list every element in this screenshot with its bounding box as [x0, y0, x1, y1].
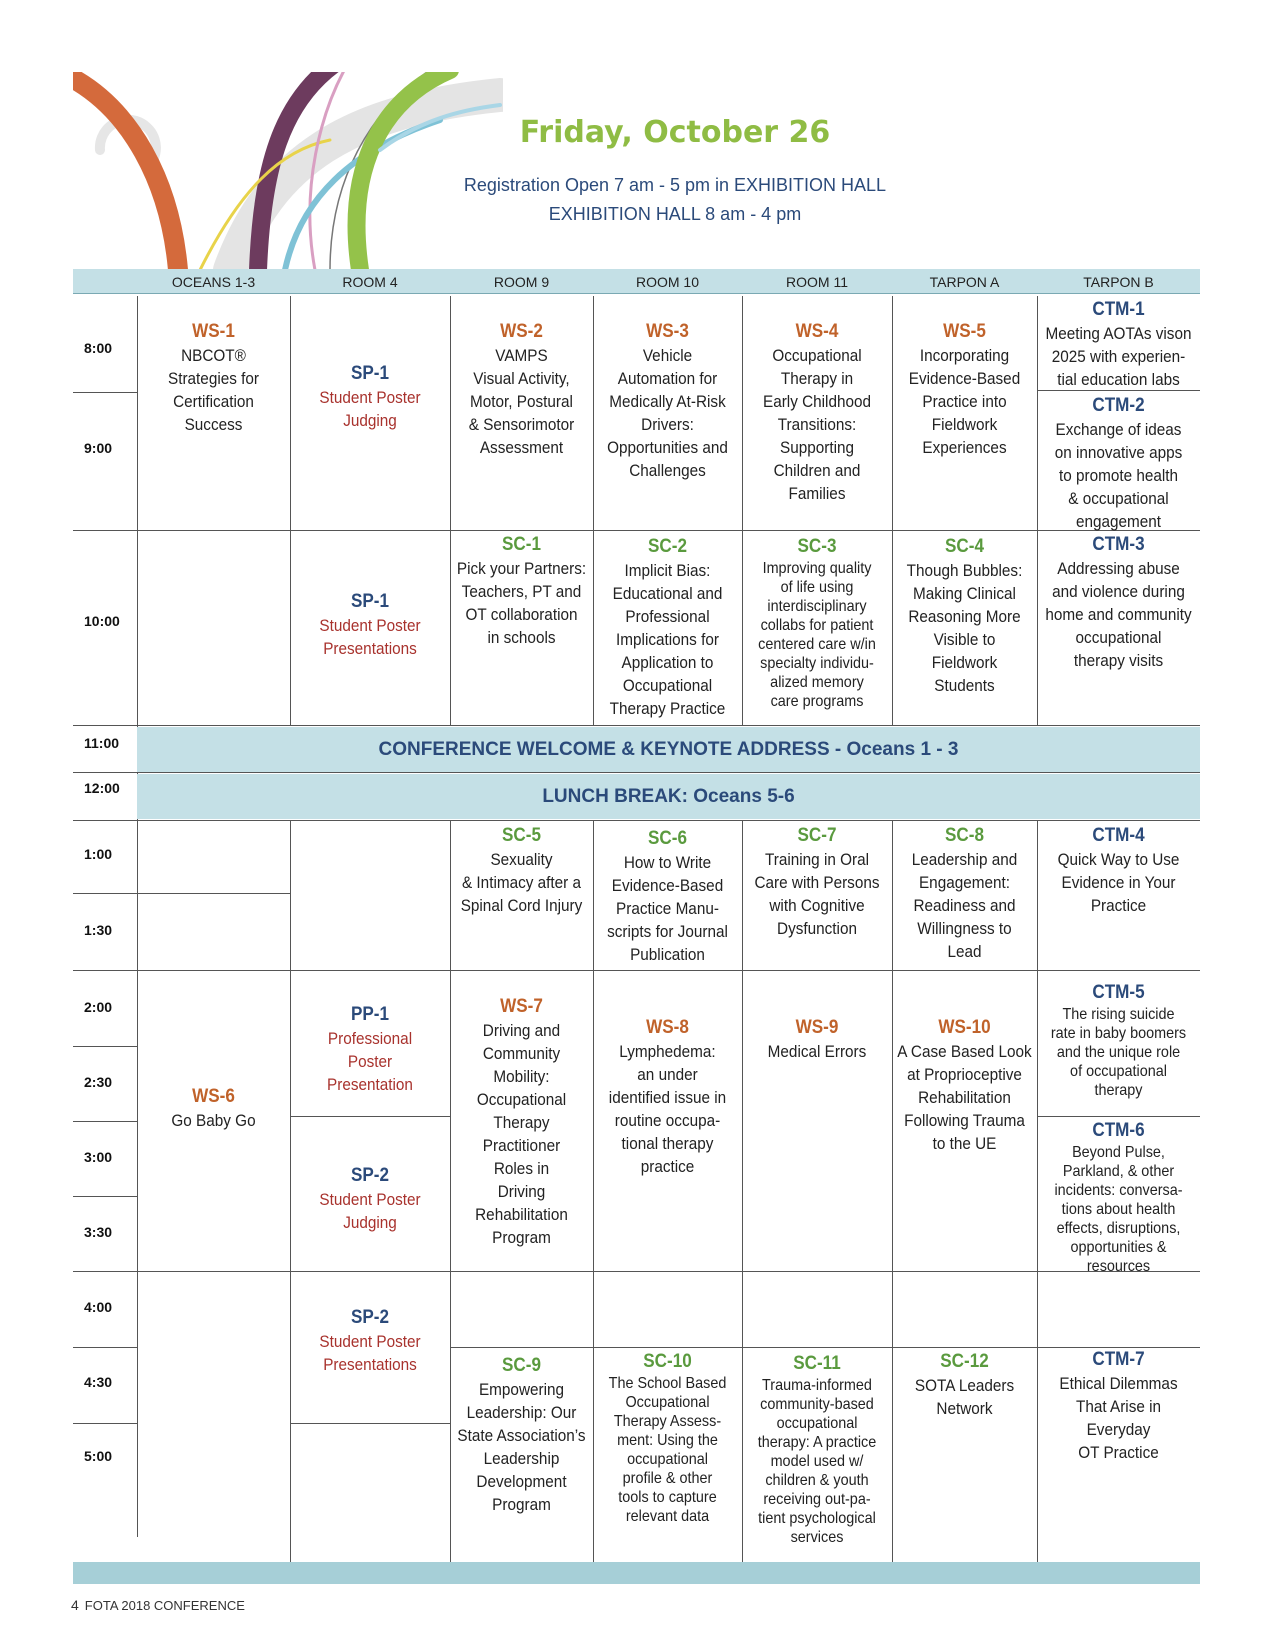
session-title: Improving quality of life using interdisciplinary collabs for patient centered care w/in specialty individu- alized memory care programs [758, 560, 876, 710]
page-title: Friday, October 26 [519, 115, 831, 150]
grid-line [593, 820, 594, 1537]
session-sc10 [595, 1350, 740, 1526]
session-code: SP-1 [350, 591, 390, 612]
grid-line [742, 296, 743, 725]
session-title: A Case Based Look at Proprioceptive Rehabilitation Following Trauma to the UE [897, 1042, 1032, 1153]
time-label: 3:00 [84, 1149, 113, 1165]
grid-line [290, 1116, 450, 1117]
grid-line [290, 1537, 291, 1562]
time-label: 2:00 [84, 999, 113, 1015]
session-sp1b [293, 590, 448, 660]
session-code: SP-2 [350, 1307, 390, 1328]
session-code: SC-5 [502, 825, 541, 846]
session-ctm5 [1040, 981, 1198, 1100]
session-sc8 [894, 824, 1035, 963]
session-code: WS-3 [646, 321, 689, 342]
session-title: NBCOT® Strategies for Certification Success [167, 346, 259, 434]
session-sc5 [452, 824, 592, 917]
time-label: 1:30 [84, 922, 113, 938]
time-label: 5:00 [84, 1448, 113, 1464]
session-ws5 [894, 320, 1035, 459]
session-code: WS-4 [795, 321, 839, 342]
session-sc7 [744, 824, 890, 940]
session-title: The rising suicide rate in baby boomers and the unique role of occupational therapy [1050, 1006, 1187, 1099]
session-code: WS-1 [192, 321, 235, 342]
session-title: Addressing abuse and violence during home and community occupational therapy visits [1045, 559, 1192, 670]
session-ctm3 [1040, 533, 1198, 672]
time-label: 11:00 [84, 735, 120, 751]
keynote-location: - Oceans 1 - 3 [829, 739, 959, 760]
session-code: SC-3 [797, 536, 837, 557]
session-ws1 [139, 320, 288, 436]
time-label: 4:30 [84, 1374, 113, 1390]
session-sp2a [293, 1164, 448, 1234]
grid-line [73, 970, 1200, 971]
column-header-3: ROOM 9 [493, 274, 550, 290]
registration-info: Registration Open 7 am - 5 pm in EXHIBITION HALL [463, 175, 887, 195]
session-ws8 [595, 1016, 740, 1178]
session-code: WS-8 [646, 1017, 689, 1038]
keynote-band [137, 727, 1200, 772]
session-code: PP-1 [350, 1004, 390, 1025]
session-ws2 [452, 320, 592, 459]
session-title: Training in Oral Care with Persons with Cognitive Dysfunction [754, 850, 880, 938]
session-title: The School Based Occupational Therapy Assess- ment: Using the occupational profile & other tools to capture relevant data [608, 1375, 727, 1525]
session-code: CTM-3 [1092, 534, 1145, 555]
session-title: Though Bubbles: Making Clinical Reasoning More Visible to Fieldwork Students [906, 561, 1023, 695]
grid-line [892, 296, 893, 725]
session-title: Leadership and Engagement: Readiness and Willingness to Lead [911, 850, 1018, 961]
session-title: Implicit Bias: Educational and Professional Implications for Application to Occupational Therapy Practice [609, 561, 726, 718]
grid-line [593, 296, 594, 725]
session-code: SC-8 [945, 825, 984, 846]
grid-line [73, 893, 290, 894]
session-sc4 [894, 535, 1035, 697]
session-code: CTM-5 [1092, 982, 1145, 1003]
grid-line [137, 296, 138, 725]
session-title: Student Poster Presentations [319, 616, 421, 658]
session-ctm1 [1040, 298, 1198, 391]
lunch-band [137, 774, 1200, 819]
grid-line [73, 1196, 137, 1197]
session-title: Trauma-informed community-based occupational therapy: A practice model used w/ children & youth receiving out-pa- tient psychological services [757, 1377, 877, 1546]
session-title: SOTA Leaders Network [914, 1376, 1015, 1418]
session-code: SC-7 [797, 825, 837, 846]
session-sc6 [595, 827, 740, 966]
grid-line [73, 1121, 137, 1122]
time-label: 4:00 [84, 1299, 113, 1315]
grid-line [1037, 820, 1038, 1537]
session-ctm4 [1040, 824, 1198, 917]
session-code: CTM-7 [1092, 1349, 1145, 1370]
session-title: Incorporating Evidence-Based Practice into Fieldwork Experiences [908, 346, 1021, 457]
session-ws9 [744, 1016, 890, 1063]
keynote-title: CONFERENCE WELCOME & KEYNOTE ADDRESS [378, 739, 830, 760]
column-header-6: TARPON A [929, 274, 1000, 290]
footer-bar [73, 1562, 1200, 1584]
session-code: SP-2 [350, 1165, 390, 1186]
session-title: Student Poster Presentations [319, 1332, 421, 1374]
session-code: WS-10 [938, 1017, 991, 1038]
session-sp2b [293, 1306, 448, 1376]
grid-line [137, 820, 138, 1537]
session-code: SC-1 [502, 534, 541, 555]
grid-line [73, 1046, 137, 1047]
session-code: SC-6 [648, 828, 687, 849]
session-title: Go Baby Go [171, 1111, 256, 1130]
time-label: 12:00 [84, 780, 120, 796]
session-ws3 [595, 320, 740, 482]
session-code: WS-5 [943, 321, 986, 342]
grid-line [73, 1423, 137, 1424]
session-code: CTM-6 [1092, 1120, 1145, 1141]
session-code: CTM-1 [1092, 299, 1145, 320]
session-ctm2 [1040, 394, 1198, 533]
session-ws4 [744, 320, 890, 505]
grid-line [73, 530, 1200, 531]
session-code: WS-2 [500, 321, 543, 342]
session-code: CTM-4 [1092, 825, 1145, 846]
grid-line [1037, 296, 1038, 725]
column-header-4: ROOM 10 [635, 274, 699, 290]
time-label: 8:00 [84, 340, 113, 356]
session-ws7 [452, 995, 592, 1249]
time-label: 9:00 [84, 440, 113, 456]
session-code: WS-7 [500, 996, 543, 1017]
grid-line [73, 772, 1200, 773]
grid-line [73, 820, 1200, 821]
footer [71, 1597, 245, 1613]
session-title: Lymphedema: an under identified issue in routine occupa- tional therapy practice [608, 1042, 727, 1176]
footer-label: FOTA 2018 CONFERENCE [84, 1598, 245, 1613]
session-sc12 [894, 1350, 1035, 1420]
session-title: Student Poster Judging [319, 1190, 421, 1232]
session-title: Vehicle Automation for Medically At-Risk Drivers: Opportunities and Challenges [607, 346, 728, 480]
grid-line [892, 1537, 893, 1562]
session-title: Beyond Pulse, Parkland, & other incidents: conversa- tions about health effects, disruptions, opportunities & resources [1054, 1144, 1183, 1275]
session-sc1 [452, 533, 592, 649]
session-ws6 [139, 1085, 288, 1132]
grid-line [73, 1347, 137, 1348]
session-title: How to Write Evidence-Based Practice Manu- scripts for Journal Publication [607, 853, 728, 964]
session-code: WS-9 [795, 1017, 839, 1038]
session-code: CTM-2 [1092, 395, 1145, 416]
session-code: SC-9 [502, 1355, 541, 1376]
grid-line [892, 820, 893, 1537]
session-title: Sexuality & Intimacy after a Spinal Cord Injury [460, 850, 583, 915]
grid-line [450, 1537, 451, 1562]
grid-line [290, 296, 291, 725]
session-title: VAMPS Visual Activity, Motor, Postural & Sensorimotor Assessment [468, 346, 575, 457]
session-sc9 [452, 1354, 592, 1516]
grid-line [73, 392, 137, 393]
session-sp1a [293, 362, 448, 432]
session-sc2 [595, 535, 740, 720]
session-ctm7 [1040, 1348, 1198, 1464]
session-code: SC-10 [643, 1351, 692, 1372]
session-title: Empowering Leadership: Our State Association’s Leadership Development Program [457, 1380, 586, 1514]
session-code: WS-6 [192, 1086, 235, 1107]
grid-line [593, 1537, 594, 1562]
session-ctm6 [1040, 1119, 1198, 1276]
time-label: 1:00 [84, 846, 113, 862]
time-label: 2:30 [84, 1074, 113, 1090]
session-title: Professional Poster Presentation [327, 1029, 413, 1094]
time-label: 3:30 [84, 1224, 113, 1240]
session-code: SC-11 [793, 1353, 841, 1374]
lunch-title: LUNCH BREAK: Oceans 5-6 [542, 786, 795, 807]
session-code: SC-12 [940, 1351, 989, 1372]
session-title: Medical Errors [767, 1042, 867, 1061]
session-title: Pick your Partners: Teachers, PT and OT collaboration in schools [456, 559, 587, 647]
session-title: Exchange of ideas on innovative apps to promote health & occupational engagement [1054, 420, 1183, 531]
grid-line [742, 820, 743, 1537]
session-code: SC-2 [648, 536, 687, 557]
page-number: 4 [71, 1597, 79, 1613]
session-title: Occupational Therapy in Early Childhood Transitions: Supporting Children and Families [762, 346, 871, 503]
grid-line [290, 1423, 450, 1424]
grid-line [1037, 1537, 1038, 1562]
session-sc3 [744, 535, 890, 711]
session-title: Quick Way to Use Evidence in Your Practice [1057, 850, 1180, 915]
column-header-1: OCEANS 1-3 [171, 274, 256, 290]
time-label: 10:00 [84, 613, 120, 629]
grid-line [73, 725, 1200, 726]
session-code: SP-1 [350, 363, 390, 384]
session-title: Ethical Dilemmas That Arise in Everyday OT Practice [1059, 1374, 1178, 1462]
session-ws10 [894, 1016, 1035, 1155]
session-code: SC-4 [945, 536, 984, 557]
grid-line [1037, 1116, 1200, 1117]
session-title: Driving and Community Mobility: Occupational Therapy Practitioner Roles in Driving Rehabilitation Program [475, 1021, 568, 1247]
exhibition-info: EXHIBITION HALL 8 am - 4 pm [548, 204, 802, 224]
column-header-5: ROOM 11 [786, 274, 848, 290]
grid-line [742, 1537, 743, 1562]
session-title: Meeting AOTAs vison 2025 with experien- tial education labs [1045, 324, 1192, 389]
session-sc11 [744, 1352, 890, 1547]
column-header-2: ROOM 4 [342, 274, 398, 290]
column-header-7: TARPON B [1083, 274, 1154, 290]
grid-line [290, 820, 291, 1537]
grid-line [73, 1271, 1200, 1272]
session-title: Student Poster Judging [319, 388, 421, 430]
session-pp1 [293, 1003, 448, 1096]
